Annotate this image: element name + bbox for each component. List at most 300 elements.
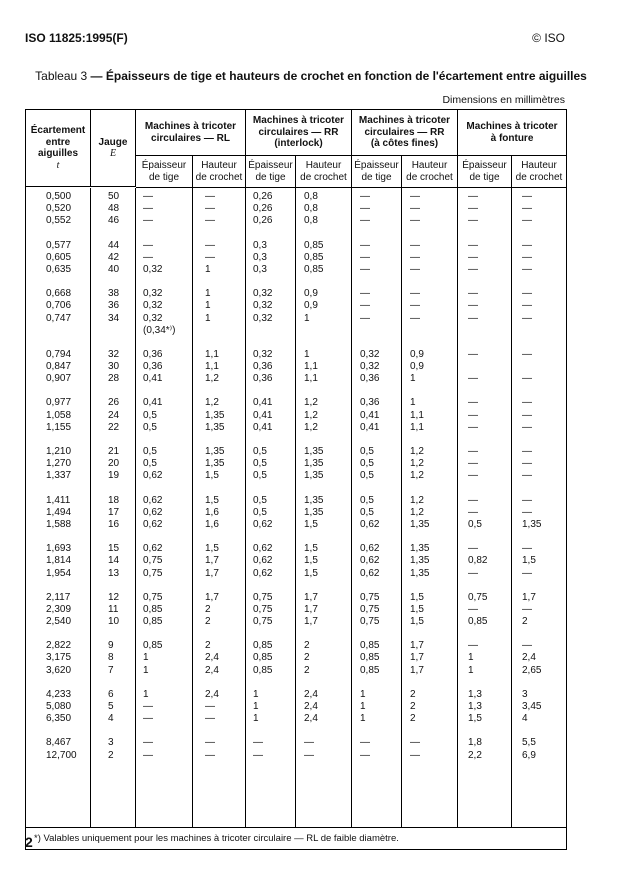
table-cell: 38	[108, 288, 120, 300]
table-cell: 0,977	[46, 397, 72, 409]
table-cell: —	[468, 470, 478, 482]
table-cell: 32	[108, 348, 120, 360]
table-cell: 2	[108, 749, 114, 761]
table-cell: 0,85	[360, 664, 380, 676]
table-cell: 13	[108, 567, 120, 579]
table-cell: 1	[253, 688, 259, 700]
table-cell: 8	[108, 652, 114, 664]
header-spacing-label: Écartement entre aiguilles	[30, 125, 86, 159]
table-cell: 0,668	[46, 288, 72, 300]
table-row	[26, 325, 566, 337]
table-cell: 0,85	[304, 263, 324, 275]
table-cell: —	[522, 251, 532, 263]
table-cell: 0,62	[253, 567, 273, 579]
block-gap	[26, 276, 566, 288]
table-cell: 0,32	[360, 348, 380, 360]
table-cell: —	[522, 263, 532, 275]
table-cell: 1,3	[468, 688, 482, 700]
table-cell: —	[205, 749, 215, 761]
table-cell: 1,5	[304, 555, 318, 567]
table-cell: 22	[108, 421, 120, 433]
table-cell: 5	[108, 701, 114, 712]
table-cell: 0,635	[46, 263, 72, 275]
table-cell: —	[522, 470, 532, 482]
table-cell: 1,35	[522, 518, 542, 530]
table-cell: —	[522, 288, 532, 300]
table-cell: 0,41	[143, 373, 163, 385]
table-cell: 2,309	[46, 603, 72, 615]
table-cell: 1,7	[205, 555, 219, 567]
table-cell: 0,62	[360, 543, 380, 555]
table-cell: 0,41	[253, 421, 273, 433]
table-cell	[512, 361, 566, 373]
table-cell: 3,620	[46, 664, 72, 676]
group-rl: Machines à tricoter circulaires — RL	[136, 110, 246, 155]
table-cell: 0,75	[468, 591, 488, 603]
table-cell: —	[304, 737, 314, 749]
table-cell: —	[205, 713, 215, 725]
table-cell: 1,5	[205, 494, 219, 506]
table-row	[26, 495, 566, 507]
table-cell: 1,6	[205, 506, 219, 518]
table-cell: —	[205, 737, 215, 749]
table-cell: —	[522, 239, 532, 251]
table-caption	[0, 69, 622, 83]
table-cell: —	[468, 397, 478, 409]
table-row	[26, 665, 566, 677]
table-cell: —	[360, 191, 370, 202]
table-cell: 0,26	[253, 191, 273, 202]
table-cell: 1,35	[205, 409, 225, 421]
table-cell: —	[468, 603, 478, 615]
table-cell: —	[522, 640, 532, 652]
sub-thickness: Épaisseur de tige	[246, 156, 296, 187]
table-cell: 1,35	[205, 421, 225, 433]
table-cell: 2,4	[304, 688, 318, 700]
table-cell: —	[360, 239, 370, 251]
table-cell: 0,85	[360, 652, 380, 664]
data-table	[25, 109, 567, 850]
table-row	[26, 349, 566, 361]
table-cell: —	[360, 203, 370, 215]
table-cell: 0,9	[410, 348, 424, 360]
table-cell: —	[522, 397, 532, 409]
table-row	[26, 519, 566, 531]
table-row	[26, 689, 566, 701]
table-cell: 1	[360, 688, 366, 700]
table-cell: 1,1	[205, 348, 219, 360]
table-cell: 0,9	[304, 300, 318, 312]
table-cell: 12	[108, 591, 120, 603]
table-cell: —	[468, 263, 478, 275]
table-cell: 1,35	[205, 458, 225, 470]
table-cell: 0,577	[46, 239, 72, 251]
table-cell: 1,35	[304, 470, 324, 482]
table-cell: 1,814	[46, 555, 72, 567]
table-cell: —	[205, 239, 215, 251]
table-cell: 1	[205, 300, 211, 312]
table-cell: 0,75	[360, 603, 380, 615]
table-row	[26, 737, 566, 749]
table-row	[26, 397, 566, 409]
table-cell: —	[522, 409, 532, 421]
table-cell: 1,1	[304, 361, 318, 373]
table-cell: 0,5	[253, 446, 267, 457]
table-row	[26, 701, 566, 713]
table-cell: 3,45	[522, 701, 542, 712]
table-cell: 7	[108, 664, 114, 676]
table-row	[26, 507, 566, 519]
table-cell: 0,5	[360, 494, 374, 506]
table-cell: 0,85	[143, 616, 163, 628]
table-cell: 0,75	[143, 591, 163, 603]
table-cell: 1,5	[304, 518, 318, 530]
table-cell: 0,5	[360, 446, 374, 457]
table-cell: —	[522, 446, 532, 457]
table-cell: 1,7	[522, 591, 536, 603]
table-cell: 2,2	[468, 749, 482, 761]
block-gap	[26, 580, 566, 592]
table-cell: 40	[108, 263, 120, 275]
table-cell: 1,210	[46, 446, 72, 457]
table-row	[26, 555, 566, 567]
table-cell: 1,337	[46, 470, 72, 482]
table-cell: —	[468, 251, 478, 263]
block-gap	[26, 725, 566, 737]
table-cell: 0,75	[143, 567, 163, 579]
table-cell: 2	[410, 713, 416, 725]
table-cell: 0,5	[253, 470, 267, 482]
table-cell: 0,85	[253, 652, 273, 664]
table-cell: 0,32	[253, 312, 273, 324]
table-cell: 2,4	[304, 701, 318, 712]
table-cell: 1,7	[304, 616, 318, 628]
table-cell: —	[143, 191, 153, 202]
table-cell: 0,41	[360, 409, 380, 421]
table-cell: 0,5	[468, 518, 482, 530]
table-cell: —	[522, 543, 532, 555]
table-cell: 46	[108, 215, 120, 227]
table-cell: 24	[108, 409, 120, 421]
table-cell: —	[468, 203, 478, 215]
table-cell: —	[522, 215, 532, 227]
table-cell: 1,7	[205, 591, 219, 603]
table-cell: 0,847	[46, 361, 72, 373]
table-rows	[26, 191, 566, 762]
header-gauge-symbol: E	[109, 148, 117, 159]
table-cell: —	[410, 263, 420, 275]
table-cell: —	[143, 251, 153, 263]
table-cell: 0,32	[143, 288, 163, 300]
table-row	[26, 215, 566, 227]
table-cell: 2,540	[46, 616, 72, 628]
table-cell: 3	[522, 688, 528, 700]
table-cell: 9	[108, 640, 114, 652]
table-cell: 2	[410, 688, 416, 700]
table-cell: 0,5	[143, 458, 157, 470]
table-cell: 0,32	[143, 300, 163, 312]
table-cell: 1,7	[205, 567, 219, 579]
table-row	[26, 713, 566, 725]
table-cell: 5,5	[522, 737, 536, 749]
table-cell: 0,62	[143, 506, 163, 518]
table-cell: 1,588	[46, 518, 72, 530]
table-cell: 1,2	[304, 421, 318, 433]
table-cell: 1,7	[410, 640, 424, 652]
table-cell: —	[360, 251, 370, 263]
table-cell: —	[522, 494, 532, 506]
table-cell: —	[205, 203, 215, 215]
table-cell	[458, 361, 512, 373]
table-cell: 34	[108, 312, 120, 324]
table-cell: 2,822	[46, 640, 72, 652]
table-cell: 0,62	[360, 555, 380, 567]
table-cell: 0,62	[253, 543, 273, 555]
table-cell: 30	[108, 361, 120, 373]
table-cell: —	[143, 737, 153, 749]
table-cell: —	[410, 215, 420, 227]
table-cell: 0,32	[253, 348, 273, 360]
block-gap	[26, 677, 566, 689]
table-caption-label: Tableau 3	[35, 69, 88, 83]
table-cell: 1,7	[304, 591, 318, 603]
table-cell: 0,36	[360, 373, 380, 385]
table-cell: 0,36	[143, 348, 163, 360]
table-cell: 1,2	[304, 409, 318, 421]
table-cell: 1,6	[205, 518, 219, 530]
table-caption-dash: —	[87, 69, 106, 83]
table-row	[26, 652, 566, 664]
table-cell: 1,35	[410, 567, 430, 579]
table-cell: 0,5	[360, 506, 374, 518]
table-row	[26, 300, 566, 312]
table-cell: 2	[205, 640, 211, 652]
sub-thickness: Épaisseur de tige	[136, 156, 193, 187]
table-cell: 48	[108, 203, 120, 215]
table-cell: 0,41	[253, 397, 273, 409]
table-cell: 2,4	[205, 688, 219, 700]
table-cell: 3	[108, 737, 114, 749]
table-cell: —	[205, 215, 215, 227]
table-cell: 28	[108, 373, 120, 385]
table-cell: 0,85	[253, 664, 273, 676]
table-cell: 0,75	[143, 555, 163, 567]
table-row	[26, 750, 566, 762]
table-cell: 0,706	[46, 300, 72, 312]
table-cell: 17	[108, 506, 120, 518]
table-cell: 0,85	[360, 640, 380, 652]
table-cell: 0,62	[143, 518, 163, 530]
table-cell: 0,75	[360, 591, 380, 603]
table-cell: 0,8	[304, 191, 318, 202]
table-cell: 1,5	[205, 543, 219, 555]
table-cell: 1	[143, 688, 149, 700]
table-cell: 0,9	[304, 288, 318, 300]
table-cell: —	[205, 701, 215, 712]
table-row	[26, 446, 566, 458]
table-cell: —	[468, 458, 478, 470]
table-cell: —	[304, 749, 314, 761]
table-cell: 1	[468, 664, 474, 676]
table-cell: 1,7	[304, 603, 318, 615]
table-cell: 0,26	[253, 203, 273, 215]
table-cell: —	[253, 749, 263, 761]
sub-hook: Hauteur de crochet	[296, 156, 352, 187]
table-cell: 2	[304, 652, 310, 664]
table-cell: 0,36	[360, 397, 380, 409]
table-cell	[512, 325, 566, 337]
table-cell: 1,5	[205, 470, 219, 482]
table-cell: 1,3	[468, 701, 482, 712]
table-cell: 1,494	[46, 506, 72, 518]
table-row	[26, 361, 566, 373]
table-cell: 1	[143, 664, 149, 676]
table-cell: 0,32	[360, 361, 380, 373]
table-cell: 1,5	[522, 555, 536, 567]
table-cell: 0,75	[253, 603, 273, 615]
table-cell: 50	[108, 191, 120, 202]
table-cell: 1,1	[410, 421, 424, 433]
table-cell: 1,7	[410, 664, 424, 676]
table-cell: 2	[522, 616, 528, 628]
table-cell: 4,233	[46, 688, 72, 700]
table-cell: —	[360, 215, 370, 227]
table-cell: 2,4	[304, 713, 318, 725]
sub-thickness: Épaisseur de tige	[458, 156, 512, 187]
table-cell: 0,8	[304, 215, 318, 227]
table-cell: 0,26	[253, 215, 273, 227]
table-cell: 0,62	[253, 555, 273, 567]
table-cell: 11	[108, 603, 119, 615]
table-row	[26, 264, 566, 276]
standard-reference: ISO 11825:1995(F)	[25, 31, 128, 45]
table-cell: —	[410, 312, 420, 324]
header-spacing	[26, 110, 91, 187]
header-gauge-label: Jauge	[98, 136, 128, 148]
table-cell: 14	[108, 555, 120, 567]
table-cell: 0,85	[468, 616, 488, 628]
table-cell: 0,5	[360, 470, 374, 482]
table-cell: 3,175	[46, 652, 72, 664]
table-cell: 1,2	[205, 397, 219, 409]
table-cell: —	[468, 215, 478, 227]
table-cell: —	[522, 373, 532, 385]
table-cell: 1,1	[205, 361, 219, 373]
table-cell: 1,2	[410, 506, 424, 518]
table-cell: 0,520	[46, 203, 72, 215]
table-cell: 0,9	[410, 361, 424, 373]
table-cell: 0,85	[143, 603, 163, 615]
table-cell: 2	[304, 640, 310, 652]
table-header	[26, 110, 566, 188]
table-cell: 0,62	[360, 567, 380, 579]
table-cell: 10	[108, 616, 120, 628]
table-cell: 1,2	[410, 494, 424, 506]
table-cell: 1,2	[304, 397, 318, 409]
table-cell: 0,62	[253, 518, 273, 530]
table-cell: 8,467	[46, 737, 72, 749]
table-cell: 0,82	[468, 555, 488, 567]
table-cell: 2,65	[522, 664, 542, 676]
table-cell: 1,2	[410, 446, 424, 457]
table-cell: 0,32	[253, 288, 273, 300]
block-gap	[26, 531, 566, 543]
block-gap	[26, 385, 566, 397]
table-cell: 0,75	[253, 616, 273, 628]
table-cell	[296, 325, 352, 337]
table-cell: 5,080	[46, 701, 72, 712]
table-cell: —	[143, 215, 153, 227]
table-cell: 1	[253, 701, 259, 712]
table-cell: 0,605	[46, 251, 72, 263]
table-cell: 0,500	[46, 191, 72, 202]
table-cell: 20	[108, 458, 120, 470]
table-cell: —	[468, 494, 478, 506]
table-cell: 0,32	[143, 312, 163, 324]
table-cell: —	[468, 239, 478, 251]
table-row	[26, 203, 566, 215]
table-cell: —	[468, 288, 478, 300]
table-cell: 1	[143, 652, 149, 664]
table-cell: 2,4	[205, 664, 219, 676]
table-cell: 0,32	[143, 263, 163, 275]
table-cell: —	[468, 409, 478, 421]
table-cell: —	[468, 312, 478, 324]
table-cell: 1,5	[410, 603, 424, 615]
table-cell: —	[468, 421, 478, 433]
table-cell: 1	[304, 312, 310, 324]
table-cell: —	[360, 737, 370, 749]
table-cell: 0,32	[253, 300, 273, 312]
table-cell: 26	[108, 397, 120, 409]
table-cell: 1	[205, 312, 211, 324]
block-gap	[26, 228, 566, 240]
table-row	[26, 568, 566, 580]
table-cell: —	[143, 239, 153, 251]
table-cell: —	[522, 421, 532, 433]
table-cell: —	[360, 300, 370, 312]
table-cell: 1,270	[46, 458, 72, 470]
table-cell: —	[253, 737, 263, 749]
table-cell: 15	[108, 543, 120, 555]
table-cell: 1,35	[304, 458, 324, 470]
table-cell: —	[143, 701, 153, 712]
table-cell: 0,747	[46, 312, 72, 324]
table-cell: 1,35	[304, 494, 324, 506]
table-cell: —	[360, 312, 370, 324]
table-cell	[458, 325, 512, 337]
table-cell: 2,4	[522, 652, 536, 664]
table-cell: —	[360, 288, 370, 300]
table-cell: 2,4	[205, 652, 219, 664]
table-cell: —	[410, 251, 420, 263]
table-cell: —	[360, 263, 370, 275]
table-row	[26, 470, 566, 482]
table-cell	[402, 325, 458, 337]
table-cell: —	[468, 300, 478, 312]
table-cell: 44	[108, 239, 120, 251]
table-cell: 1	[360, 701, 366, 712]
table-cell: 21	[108, 446, 120, 457]
table-cell: 1,058	[46, 409, 72, 421]
table-cell: 0,62	[143, 494, 163, 506]
table-cell: —	[468, 191, 478, 202]
table-body	[26, 188, 566, 827]
table-cell: —	[522, 300, 532, 312]
table-cell: —	[522, 348, 532, 360]
table-cell	[91, 325, 136, 337]
table-cell: 1,5	[304, 567, 318, 579]
